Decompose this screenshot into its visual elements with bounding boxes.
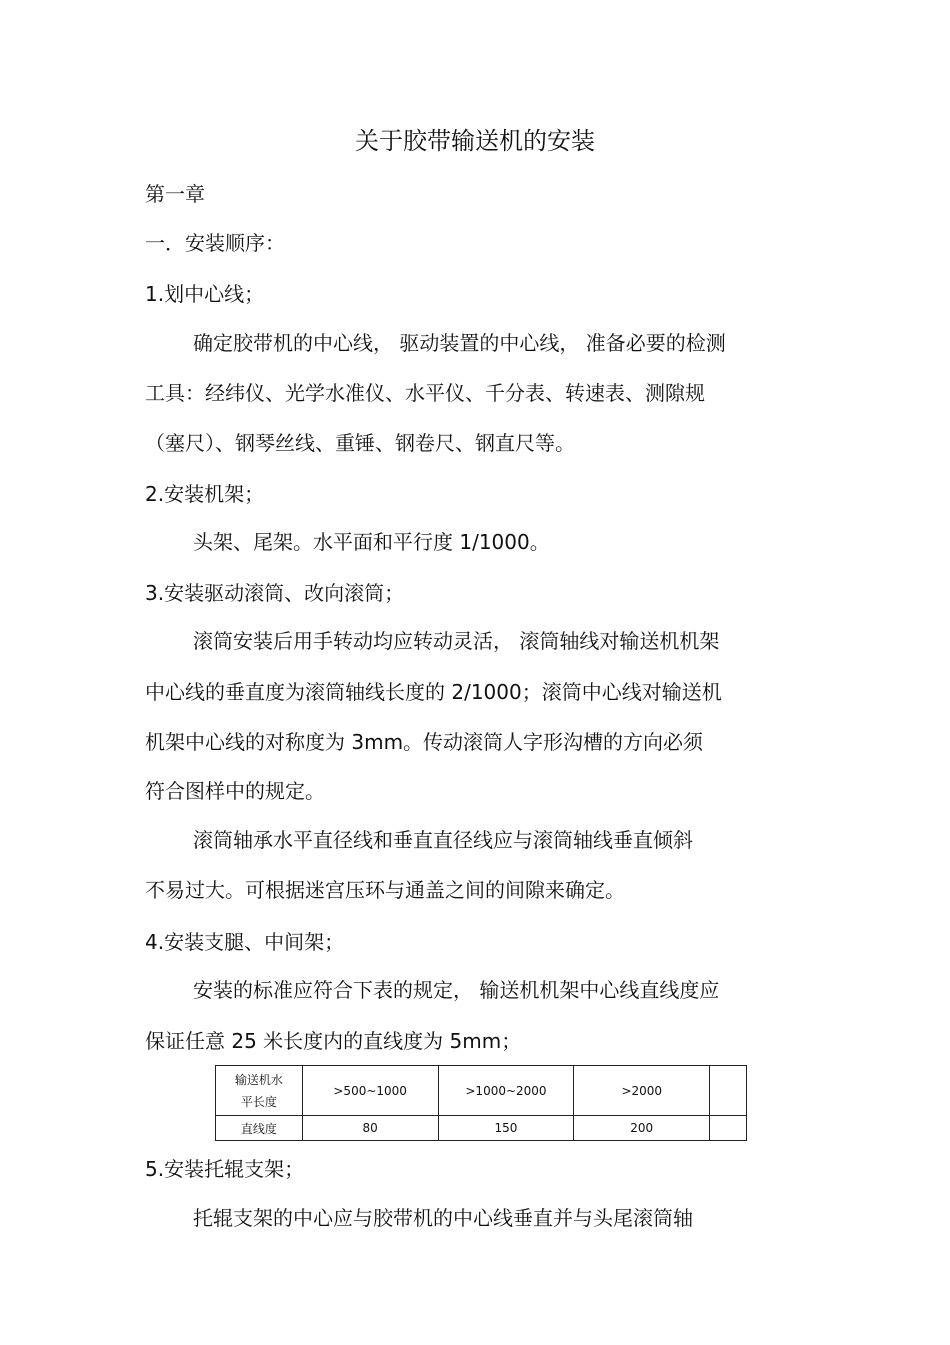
chapter-heading: 第一章 — [145, 182, 205, 206]
item-3-line: 滚筒轴承水平直径线和垂直直径线应与滚筒轴线垂直倾斜 — [193, 828, 693, 852]
item-1-line: 确定胶带机的中心线， 驱动装置的中心线， 准备必要的检测 — [193, 331, 726, 355]
document-title: 关于胶带输送机的安装 — [355, 127, 595, 155]
item-4-heading: 4.安装支腿、中间架； — [145, 930, 345, 954]
table-cell — [710, 1116, 747, 1141]
item-1-heading: 1.划中心线； — [145, 282, 265, 306]
item-2-heading: 2.安装机架； — [145, 482, 265, 506]
item-3-line: 符合图样中的规定。 — [145, 779, 325, 803]
table-header-cell — [710, 1066, 747, 1116]
table-row-label: 直线度 — [216, 1116, 303, 1141]
item-2-line: 头架、尾架。水平面和平行度 1/1000。 — [193, 530, 550, 554]
section-heading: 一．安装顺序： — [145, 231, 285, 255]
item-1-line: 工具：经纬仪、光学水准仪、水平仪、千分表、转速表、测隙规 — [145, 381, 705, 405]
table-header-cell — [216, 1066, 303, 1116]
table-cell: 200 — [574, 1116, 710, 1141]
item-5-line: 托辊支架的中心应与胶带机的中心线垂直并与头尾滚筒轴 — [193, 1206, 693, 1230]
table-row — [216, 1116, 747, 1141]
table-header-cell: >1000~2000 — [438, 1066, 574, 1116]
straightness-table — [215, 1065, 747, 1141]
table-header-cell: >2000 — [574, 1066, 710, 1116]
table-cell: 80 — [302, 1116, 438, 1141]
item-3-heading: 3.安装驱动滚筒、改向滚筒； — [145, 581, 405, 605]
table-header-row — [216, 1066, 747, 1116]
item-4-line: 保证任意 25 米长度内的直线度为 5mm； — [145, 1029, 522, 1053]
item-3-line: 滚筒安装后用手转动均应转动灵活， 滚筒轴线对输送机机架 — [193, 629, 720, 653]
item-3-line: 机架中心线的对称度为 3mm。传动滚筒人字形沟槽的方向必须 — [145, 730, 704, 754]
item-4-line: 安装的标准应符合下表的规定， 输送机机架中心线直线度应 — [193, 978, 720, 1002]
table-header-line: 平长度 — [240, 1094, 277, 1109]
item-5-heading: 5.安装托辊支架； — [145, 1157, 305, 1181]
table-cell: 150 — [438, 1116, 574, 1141]
table-header-line: 输送机水 — [234, 1072, 283, 1087]
table-header-cell: >500~1000 — [302, 1066, 438, 1116]
item-3-line: 中心线的垂直度为滚筒轴线长度的 2/1000；滚筒中心线对输送机 — [145, 680, 722, 704]
item-3-line: 不易过大。可根据迷宫压环与通盖之间的间隙来确定。 — [145, 878, 625, 902]
item-1-line: （塞尺）、钢琴丝线、重锤、钢卷尺、钢直尺等。 — [145, 431, 575, 455]
